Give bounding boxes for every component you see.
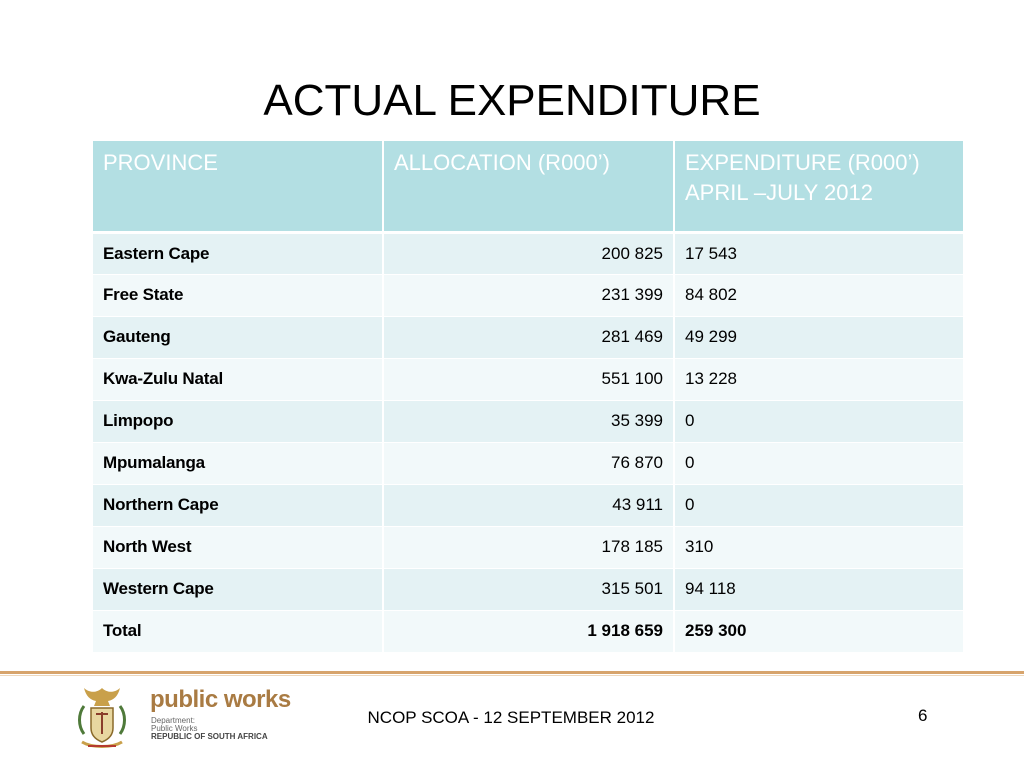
table-row	[93, 358, 963, 400]
total-row	[93, 610, 963, 652]
allocation-cell: 231 399	[383, 274, 674, 316]
allocation-cell: 551 100	[383, 358, 674, 400]
table-header-row	[93, 141, 963, 232]
logo-sub-line: Public Works	[151, 724, 198, 733]
total-label-cell: Total	[93, 610, 383, 652]
province-cell: Free State	[93, 274, 383, 316]
table-row	[93, 442, 963, 484]
table-row	[93, 568, 963, 610]
expenditure-cell: 84 802	[674, 274, 963, 316]
allocation-cell: 200 825	[383, 232, 674, 274]
allocation-cell: 43 911	[383, 484, 674, 526]
column-header-expenditure: EXPENDITURE (R000’) APRIL –JULY 2012	[674, 141, 963, 232]
page-number: 6	[918, 706, 928, 725]
expenditure-cell: 13 228	[674, 358, 963, 400]
coat-of-arms-icon	[74, 684, 130, 754]
table-row	[93, 526, 963, 568]
allocation-cell: 76 870	[383, 442, 674, 484]
allocation-cell: 281 469	[383, 316, 674, 358]
province-cell: Northern Cape	[93, 484, 383, 526]
logo-subtitle	[151, 717, 268, 741]
allocation-cell: 315 501	[383, 568, 674, 610]
total-expenditure-cell: 259 300	[674, 610, 963, 652]
table-row	[93, 484, 963, 526]
footer-divider	[0, 671, 1024, 674]
expenditure-table	[93, 141, 963, 653]
expenditure-cell: 0	[674, 442, 963, 484]
province-cell: Mpumalanga	[93, 442, 383, 484]
column-header-province: PROVINCE	[93, 141, 383, 232]
logo-wordmark: public works	[150, 686, 291, 713]
province-cell: Eastern Cape	[93, 232, 383, 274]
footer-caption: NCOP SCOA - 12 SEPTEMBER 2012	[367, 708, 655, 727]
table-row	[93, 274, 963, 316]
allocation-cell: 178 185	[383, 526, 674, 568]
province-cell: Limpopo	[93, 400, 383, 442]
expenditure-cell: 0	[674, 400, 963, 442]
expenditure-cell: 0	[674, 484, 963, 526]
province-cell: North West	[93, 526, 383, 568]
expenditure-cell: 17 543	[674, 232, 963, 274]
footer-divider-light	[0, 675, 1024, 676]
province-cell: Gauteng	[93, 316, 383, 358]
total-allocation-cell: 1 918 659	[383, 610, 674, 652]
expenditure-cell: 49 299	[674, 316, 963, 358]
province-cell: Kwa-Zulu Natal	[93, 358, 383, 400]
table-row	[93, 316, 963, 358]
table-row	[93, 400, 963, 442]
slide-title: ACTUAL EXPENDITURE	[263, 76, 761, 125]
table-row	[93, 232, 963, 274]
province-cell: Western Cape	[93, 568, 383, 610]
column-header-allocation: ALLOCATION (R000’)	[383, 141, 674, 232]
logo-sub-line: Department:	[151, 716, 196, 725]
logo-sub-line: REPUBLIC OF SOUTH AFRICA	[151, 732, 268, 741]
allocation-cell: 35 399	[383, 400, 674, 442]
expenditure-cell: 310	[674, 526, 963, 568]
expenditure-cell: 94 118	[674, 568, 963, 610]
